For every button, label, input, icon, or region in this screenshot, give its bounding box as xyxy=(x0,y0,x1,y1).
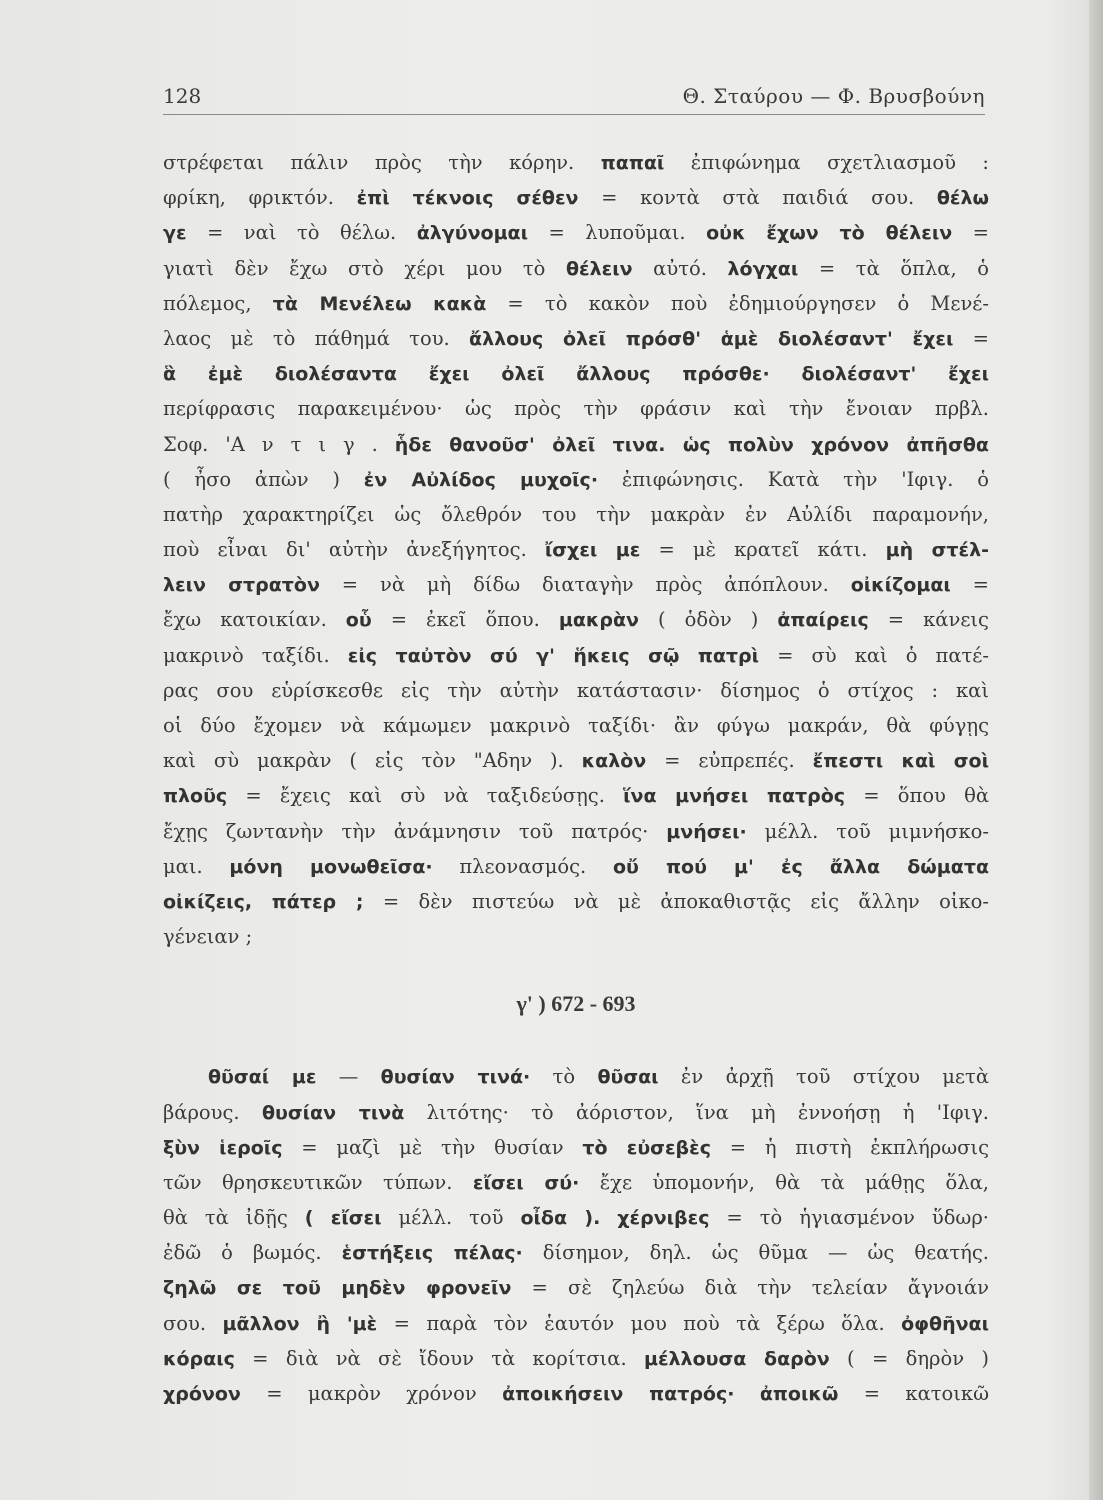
lemma: ὀφθῆναι xyxy=(901,1312,989,1335)
gloss: = xyxy=(952,221,989,245)
gloss: δίσημον, δηλ. ὡς θῦμα — ὡς θεατής. xyxy=(522,1241,989,1265)
gloss: ἐπιφώνημα σχετλιασμοῦ : xyxy=(664,151,989,174)
text-line xyxy=(163,814,989,849)
lemma: χέρνιβες xyxy=(617,1207,710,1230)
gloss: ἔχε ὑπομονήν, θὰ τὰ μάθῃς ὅλα, xyxy=(579,1170,989,1194)
lemma: θῦσαί με xyxy=(208,1066,317,1089)
text-line xyxy=(163,391,989,426)
text-line xyxy=(163,567,989,602)
gloss: = μαζὶ μὲ τὴν θυσίαν xyxy=(282,1135,583,1159)
lemma: ἴσχει με xyxy=(544,539,641,562)
gloss: = παρὰ τὸν ἑαυτόν μου ποὺ τὰ ξέρω ὅλα. xyxy=(377,1311,902,1335)
lemma: ἐν Αὐλίδος μυχοῖς· xyxy=(363,468,599,491)
gloss: = σὲ ζηλεύω διὰ τὴν τελείαν ἄγνοιάν xyxy=(511,1276,989,1300)
text-line xyxy=(163,145,989,180)
text-line xyxy=(163,497,989,532)
text-line xyxy=(163,1235,989,1270)
lemma: ἃ ἐμὲ διολέσαντα ἔχει ὀλεῖ ἄλλους πρόσθε· διολέσαντ' ἔχει xyxy=(163,363,989,386)
gloss: αὐτό. xyxy=(632,256,728,280)
running-head: Θ. Σταύρου — Φ. Βρυσβούνη xyxy=(682,84,985,108)
gloss: πατὴρ χαρακτηρίζει ὡς ὄλεθρόν του τὴν μακρὰν ἐν Αὐλίδι παραμονήν, xyxy=(163,502,989,526)
gloss: = xyxy=(953,326,989,350)
lemma: ζηλῶ σε τοῦ μηδὲν φρονεῖν xyxy=(163,1277,512,1300)
lemma: πλοῦς xyxy=(163,785,228,808)
lemma: οἶδα ). xyxy=(520,1207,601,1230)
text-line xyxy=(163,286,989,321)
page-number: 128 xyxy=(163,84,202,108)
text-line xyxy=(163,1341,989,1376)
gloss: = ἡ πιστὴ ἐκπλήρωσις xyxy=(710,1135,989,1159)
page-header xyxy=(163,74,985,115)
gloss: τὸ xyxy=(530,1065,598,1089)
text-line xyxy=(163,532,989,567)
gloss: στρέφεται πάλιν πρὸς τὴν κόρην. xyxy=(163,151,601,174)
lemma: κόραις xyxy=(163,1347,235,1370)
gloss: ἐπιφώνησις. Κατὰ τὴν 'Ιφιγ. ὁ xyxy=(598,467,989,491)
gloss: γιατὶ δὲν ἔχω στὸ χέρι μου τὸ xyxy=(163,256,566,280)
lemma: οὐκ ἔχων τὸ θέλειν xyxy=(706,222,953,245)
gloss: = ἔχεις καὶ σὺ νὰ ταξιδεύσῃς. xyxy=(227,784,624,808)
lemma: εἰς ταὐτὸν σύ γ' ἥκεις σῷ πατρὶ xyxy=(347,644,760,667)
commentary-block-2 xyxy=(163,1059,989,1411)
lemma: παπαῖ xyxy=(600,152,665,174)
text-line xyxy=(163,638,989,673)
text-line xyxy=(163,884,989,919)
gloss: = νὰ μὴ δίδω διαταγὴν πρὸς ἀπόπλουν. xyxy=(319,573,851,597)
gloss: = εὐπρεπές. xyxy=(646,749,813,773)
lemma: καλὸν xyxy=(581,750,647,773)
gloss: ρας σου εὑρίσκεσθε εἰς τὴν αὐτὴν κατάστασιν· δίσημος ὁ στίχος : καὶ xyxy=(163,678,989,702)
gloss: = ναὶ τὸ θέλω. xyxy=(186,221,417,245)
lemma: θυσίαν τινά· xyxy=(380,1066,531,1089)
gloss: ἔχῃς ζωντανὴν τὴν ἀνάμνησιν τοῦ πατρός· xyxy=(163,819,667,843)
gloss: = κάνεις xyxy=(868,608,989,632)
text-line xyxy=(163,215,989,250)
gloss: γένειαν ; xyxy=(163,925,253,949)
lemma: ἔπεστι καὶ σοὶ xyxy=(812,750,989,773)
gloss: ( ἦσο ἀπὼν ) xyxy=(163,467,364,491)
lemma: μὴ στέλ- xyxy=(885,539,989,562)
text-line xyxy=(163,1270,989,1305)
lemma: μᾶλλον ἢ 'μὲ xyxy=(222,1312,378,1335)
gloss: = κατοικῶ xyxy=(838,1382,989,1405)
gloss: = λυποῦμαι. xyxy=(528,221,707,245)
lemma: οἰκίζεις, πάτερ ; xyxy=(163,890,364,913)
gloss: = διὰ νὰ σὲ ἴδουν τὰ κορίτσια. xyxy=(234,1346,644,1370)
lemma: ἄλλους ὀλεῖ πρόσθ' ἁμὲ διολέσαντ' ἔχει xyxy=(469,327,954,350)
gloss: = δὲν πιστεύω νὰ μὲ ἀποκαθιστᾷς εἰς ἄλλην οἰκο- xyxy=(363,889,989,913)
text-line xyxy=(163,1130,989,1165)
gloss: λαος μὲ τὸ πάθημά του. xyxy=(163,326,470,350)
lemma: τὸ εὐσεβὲς xyxy=(582,1136,711,1159)
lemma: οὗ xyxy=(345,609,372,632)
text-line xyxy=(163,1059,989,1094)
lemma: οὔ πού μ' ἐς ἄλλα δώματα xyxy=(612,855,989,878)
gloss: μαι. xyxy=(163,854,230,878)
gloss: τῶν θρησκευτικῶν τύπων. xyxy=(163,1170,473,1194)
lemma: οἰκίζομαι xyxy=(850,574,951,597)
gloss: πλεονασμός. xyxy=(432,854,613,878)
lemma: μνήσει· xyxy=(666,820,747,843)
lemma: λόγχαι xyxy=(727,257,799,280)
gloss: = τὸ ἡγιασμένον ὕδωρ· xyxy=(709,1206,989,1230)
gloss: Σοφ. 'Α ν τ ι γ . xyxy=(163,432,395,456)
lemma: θέλω xyxy=(936,187,989,210)
gloss: λιτότης· τὸ ἀόριστον, ἵνα μὴ ἐννοήσῃ ἡ 'Ιφιγ. xyxy=(404,1100,989,1124)
lemma: χρόνον xyxy=(163,1383,241,1405)
gloss: καὶ σὺ μακρὰν ( εἰς τὸν "Αδην ). xyxy=(163,749,582,773)
lemma: μόνη μονωθεῖσα· xyxy=(229,855,433,878)
lemma: γε xyxy=(163,222,187,245)
lemma: θέλειν xyxy=(566,257,633,280)
text-line xyxy=(163,1095,989,1130)
gloss: = τὸ κακὸν ποὺ ἐδημιούργησεν ὁ Μενέ- xyxy=(486,291,989,315)
text-line xyxy=(163,1200,989,1235)
commentary-block-1 xyxy=(163,145,989,954)
lemma: ἵνα μνήσει πατρὸς xyxy=(623,785,846,808)
section-heading: γ' ) 672 - 693 xyxy=(516,991,636,1017)
lemma: ἐπὶ τέκνοις σέθεν xyxy=(356,187,579,210)
gloss: = xyxy=(950,573,989,597)
lemma: ξὺν ἱεροῖς xyxy=(163,1136,283,1159)
text-line xyxy=(163,708,989,743)
gloss: σου. xyxy=(163,1311,223,1335)
gloss xyxy=(734,1382,759,1405)
lemma: τὰ Μενέλεω κακὰ xyxy=(272,292,487,315)
text-line xyxy=(163,180,989,215)
gloss: ἐδῶ ὁ βωμός. xyxy=(163,1241,342,1265)
gloss: ἔχω κατοικίαν. xyxy=(163,608,346,632)
text-line xyxy=(163,427,989,462)
text-line xyxy=(163,1165,989,1200)
lemma: ἀποικῶ xyxy=(759,1383,839,1405)
lemma: ἀλγύνομαι xyxy=(416,222,529,245)
text-line xyxy=(163,743,989,778)
gloss: φρίκη, φρικτόν. xyxy=(163,186,357,210)
gloss: μακρινὸ ταξίδι. xyxy=(163,643,348,667)
lemma: μέλλουσα δαρὸν xyxy=(643,1347,830,1370)
gloss: βάρους. xyxy=(163,1100,262,1124)
gloss: = σὺ καὶ ὁ πατέ- xyxy=(759,643,989,667)
lemma: εἴσει σύ· xyxy=(472,1171,580,1194)
text-line xyxy=(163,602,989,637)
book-spine-shadow xyxy=(1089,0,1103,1500)
gloss: ἐν ἀρχῇ τοῦ στίχου μετὰ xyxy=(658,1065,989,1089)
text-line xyxy=(163,919,989,954)
text-line xyxy=(163,251,989,286)
text-line xyxy=(163,1306,989,1341)
lemma: θυσίαν τινὰ xyxy=(261,1101,405,1124)
gloss: = κοντὰ στὰ παιδιά σου. xyxy=(578,186,937,210)
page-body xyxy=(163,145,989,1411)
text-line xyxy=(163,673,989,708)
lemma: ( εἴσει xyxy=(304,1207,382,1230)
text-line xyxy=(163,462,989,497)
text-line xyxy=(163,849,989,884)
gloss: περίφρασις παρακειμένου· ὡς πρὸς τὴν φράσιν καὶ τὴν ἔνοιαν πρβλ. xyxy=(163,397,989,421)
gloss: ( ὁδὸν ) xyxy=(638,608,778,632)
gloss: = μὲ κρατεῖ κάτι. xyxy=(640,538,886,562)
gloss: οἱ δύο ἔχομεν νὰ κάμωμεν μακρινὸ ταξίδι· ἂν φύγω μακράν, θὰ φύγῃς xyxy=(163,714,989,737)
gloss: ( = δηρὸν ) xyxy=(829,1346,989,1370)
lemma: θῦσαι xyxy=(597,1066,659,1089)
lemma: λειν στρατὸν xyxy=(163,574,320,597)
text-line xyxy=(163,321,989,356)
gloss: — xyxy=(316,1065,381,1089)
gloss: πόλεμος, xyxy=(163,291,273,315)
lemma: ἀπαίρεις xyxy=(777,609,869,632)
gloss: = ὅπου θὰ xyxy=(845,784,989,808)
text-line xyxy=(163,356,989,391)
gloss: = μακρὸν χρόνον xyxy=(240,1382,503,1405)
gloss xyxy=(600,1206,617,1229)
lemma: ἑστήξεις πέλας· xyxy=(341,1242,523,1265)
lemma: ἀποικήσειν πατρός· xyxy=(502,1383,735,1405)
text-line xyxy=(163,1376,989,1411)
gloss: μέλλ. τοῦ xyxy=(381,1206,521,1230)
gloss: ποὺ εἶναι δι' αὐτὴν ἀνεξήγητος. xyxy=(163,538,545,562)
gloss: μέλλ. τοῦ μιμνήσκο- xyxy=(746,819,989,843)
lemma: μακρὰν xyxy=(558,609,639,632)
gloss: θὰ τὰ ἰδῇς xyxy=(163,1206,305,1230)
gloss: = ἐκεῖ ὅπου. xyxy=(371,608,559,632)
gloss: = τὰ ὅπλα, ὁ xyxy=(798,256,989,280)
lemma: ἧδε θανοῦσ' ὀλεῖ τινα. ὡς πολὺν χρόνον ἀπῆσθα xyxy=(394,433,989,456)
text-line xyxy=(163,778,989,813)
